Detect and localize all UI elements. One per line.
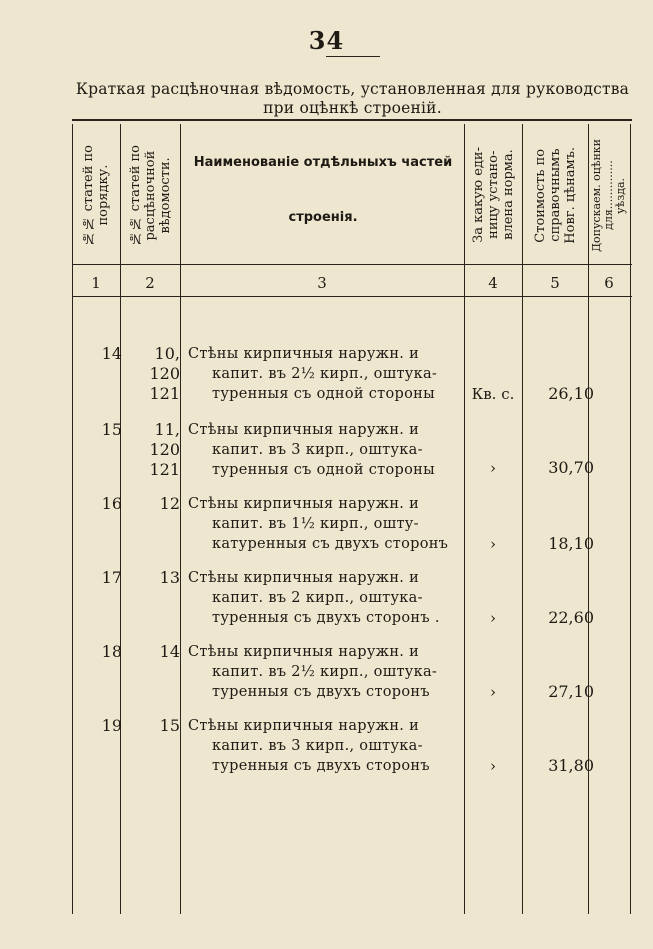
page-number-rule [326,56,380,57]
row-cost: 26,10 [548,384,594,403]
row-unit: › [490,609,496,627]
column-number: 1 [91,274,101,292]
column-number: 4 [488,274,498,292]
title-line-1: Краткая расцѣночная вѣдомость, установленная для руководства [75,80,630,98]
document-title [70,80,635,118]
header-col-4: За какую еди- ницу устано- влена норма. [470,147,516,243]
column-number: 2 [145,274,155,292]
header-col-5: Стоимость по справочнымъ Новг. цѣнамъ. [532,146,578,244]
row-unit: › [490,459,496,477]
row-cost: 30,70 [548,458,594,477]
column-number: 3 [317,274,327,292]
column-divider [120,124,121,914]
column-number-rule [72,296,632,297]
row-number: 16 [101,494,122,513]
row-unit: Кв. с. [471,385,515,403]
row-number: 17 [101,568,122,587]
title-line-2: при оцѣнкѣ строеній. [263,99,442,117]
column-number: 5 [550,274,560,292]
header-bottom-rule [72,264,632,265]
column-divider [464,124,465,914]
column-number: 6 [604,274,614,292]
row-reference: 11, 120 121 [149,420,180,479]
row-unit: › [490,535,496,553]
estimate-table [72,124,632,914]
row-description: Стѣны кирпичныя наружн. и капит. въ 3 кирп., оштука- туренныя съ одной стороны [188,422,435,478]
row-number: 18 [101,642,122,661]
header-col-6: Допускаем. оцѣнки для.............. уѣзда. [590,138,627,252]
row-reference: 12 [159,494,180,513]
table-border-left [72,124,73,914]
page-number: 34 [308,26,345,55]
row-description: Стѣны кирпичныя наружн. и капит. въ 1½ кирп., ошту- катуренныя съ двухъ сторонъ [188,496,449,552]
row-reference: 14 [159,642,180,661]
row-number: 15 [101,420,122,439]
row-cost: 27,10 [548,682,594,701]
row-reference: 15 [159,716,180,735]
row-number: 14 [101,344,122,363]
header-col-2: №№ статей по расцѣночной вѣдомости. [127,144,173,246]
row-cost: 31,80 [548,756,594,775]
row-number: 19 [101,716,122,735]
row-cost: 18,10 [548,534,594,553]
column-divider [588,124,589,914]
title-rule [72,119,632,121]
table-border-right [630,124,631,914]
row-reference: 13 [159,568,180,587]
row-unit: › [490,757,496,775]
row-description: Стѣны кирпичныя наружн. и капит. въ 3 кирп., оштука- туренныя съ двухъ сторонъ [188,718,430,774]
row-reference: 10, 120 121 [149,344,180,403]
row-cost: 22,60 [548,608,594,627]
column-divider [180,124,181,914]
row-description: Стѣны кирпичныя наружн. и капит. въ 2½ кирп., оштука- туренныя съ двухъ сторонъ [188,644,438,700]
row-unit: › [490,683,496,701]
header-col-3: Наименованіе отдѣльныхъ частей строенія. [193,155,453,225]
column-divider [522,124,523,914]
row-description: Стѣны кирпичныя наружн. и капит. въ 2 кирп., оштука- туренныя съ двухъ сторонъ . [188,570,440,626]
row-description: Стѣны кирпичныя наружн. и капит. въ 2½ кирп., оштука- туренныя съ одной стороны [188,346,438,402]
header-col-1: №№ статей по порядку. [81,144,111,246]
